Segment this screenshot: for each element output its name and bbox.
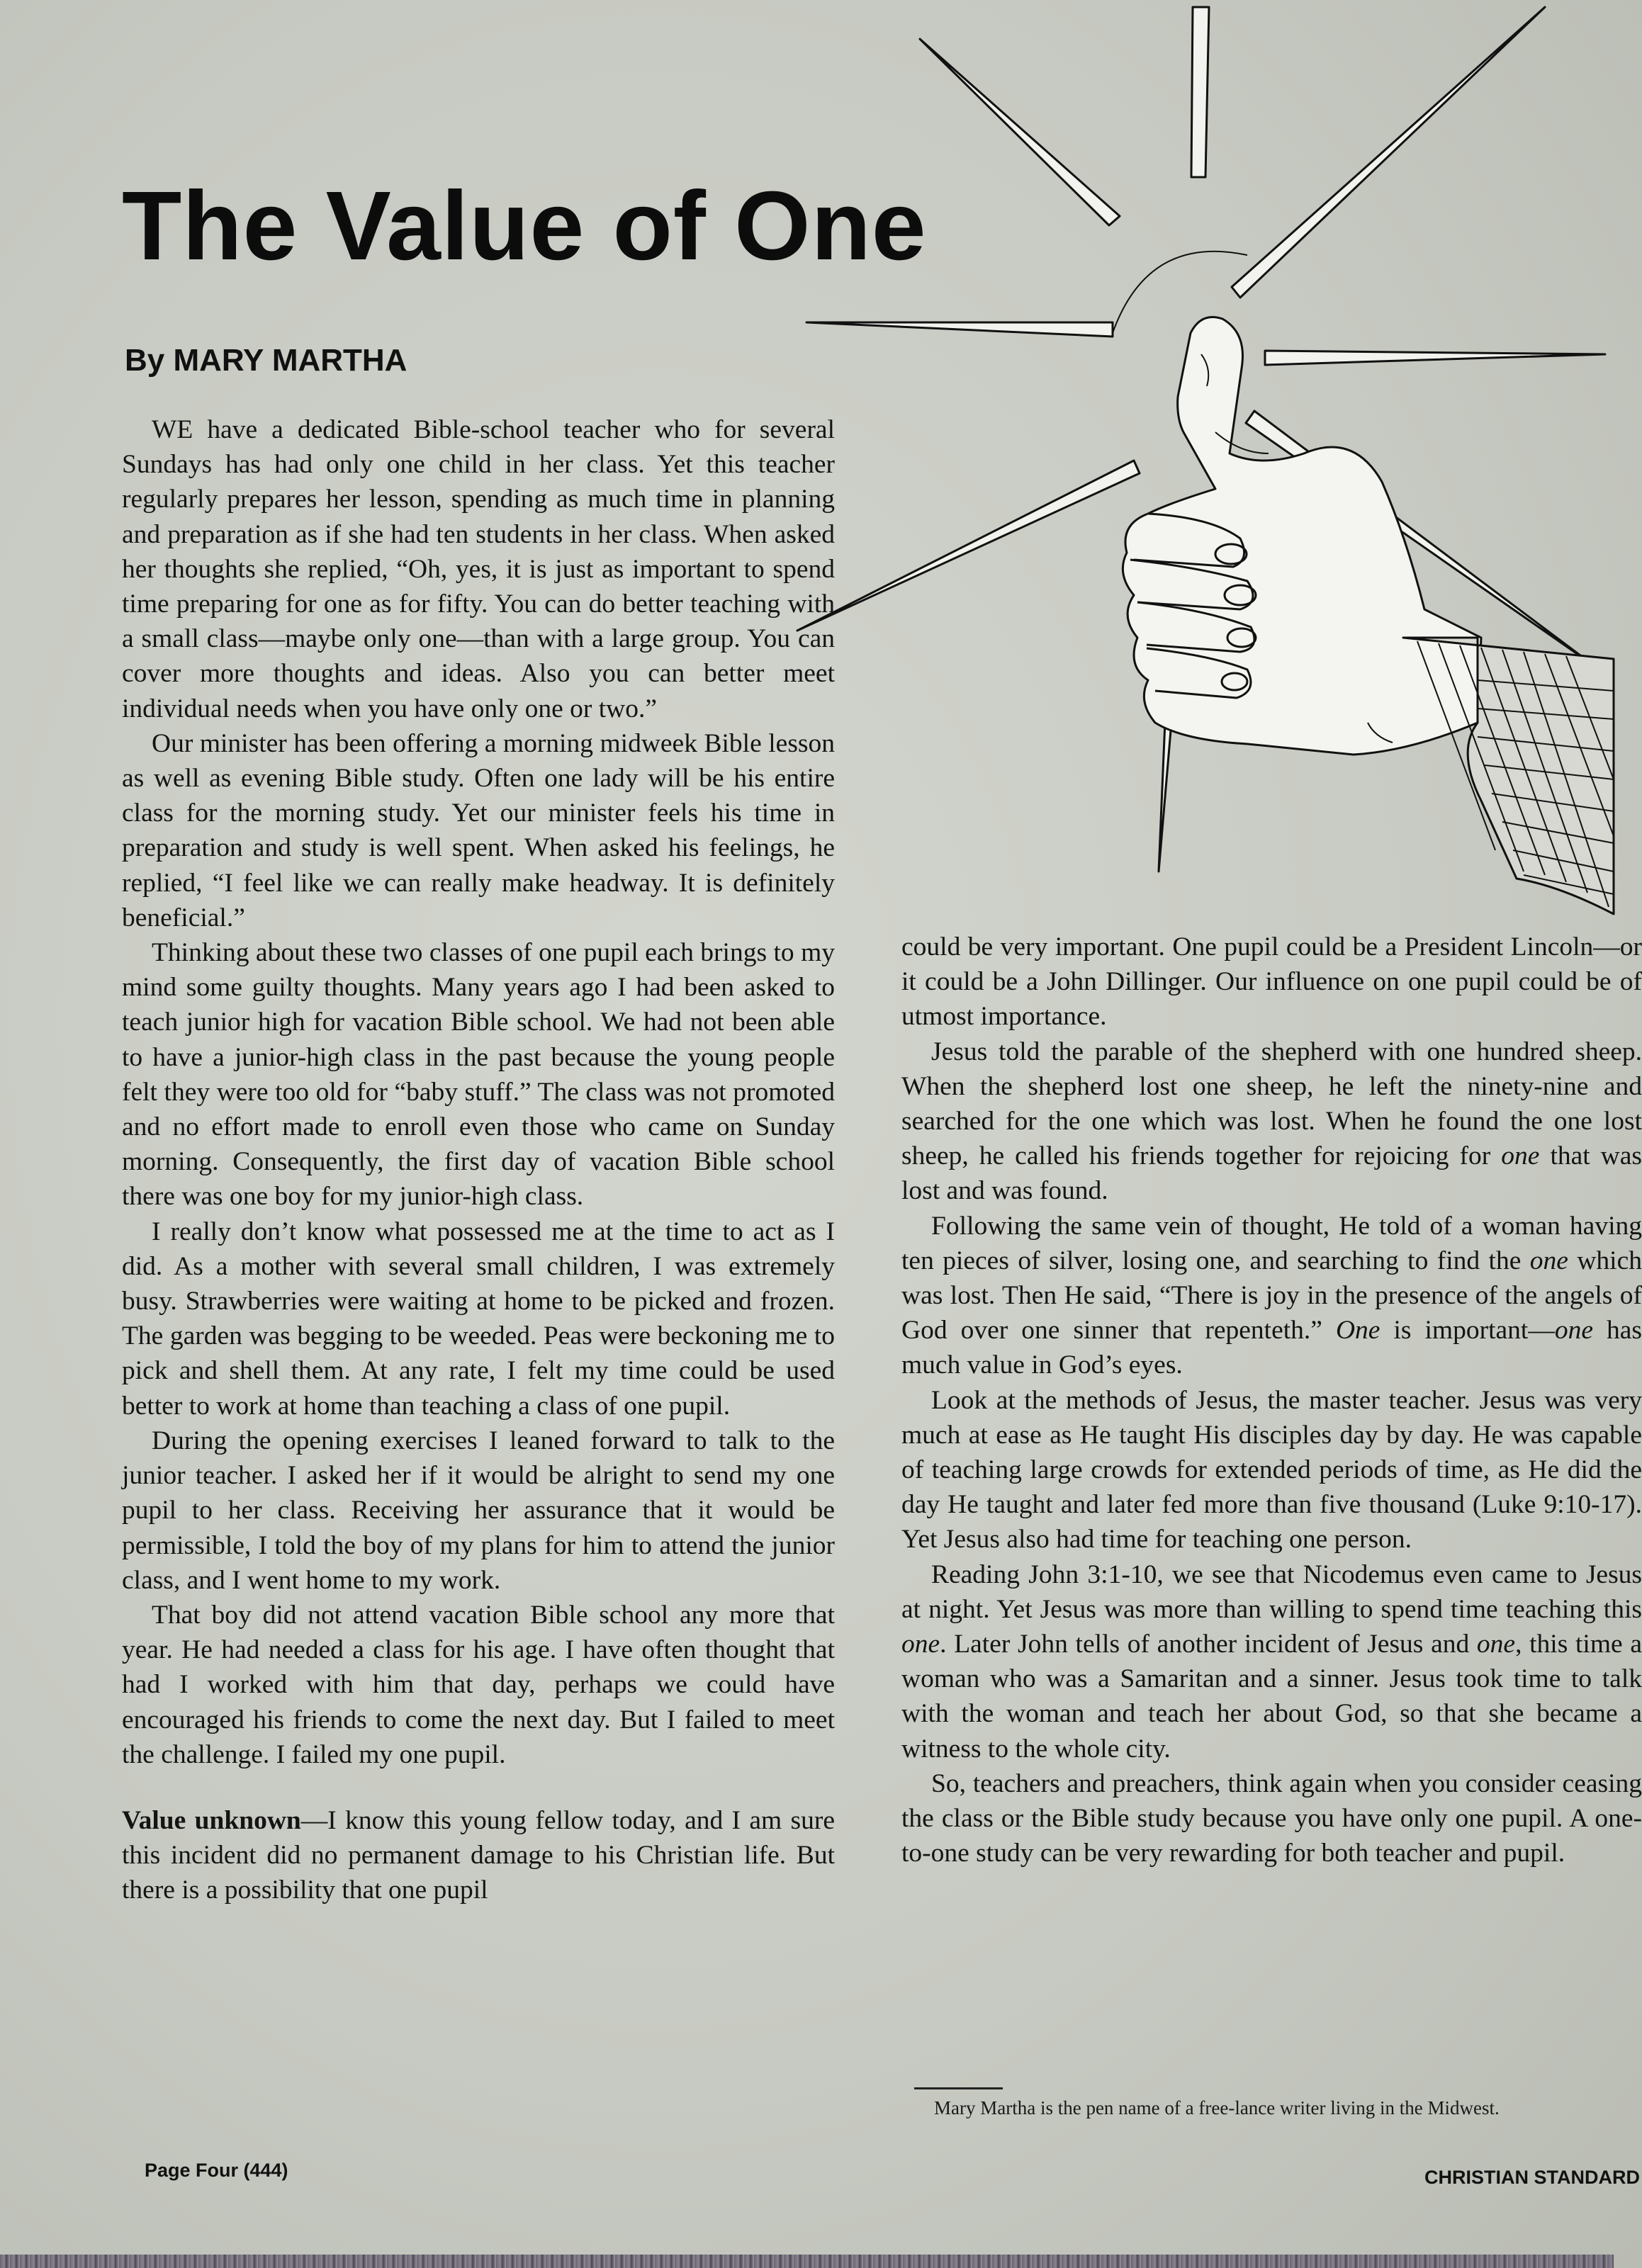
emphasis: one <box>1476 1630 1516 1659</box>
paragraph-text: —I know this young fellow today, and I am sure this incident did no permanent damage to his Christian life. But there is a possibility that one pupil <box>122 1805 835 1905</box>
paragraph: That boy did not attend vacation Bible school any more that year. He had needed a class for his age. I have often thought that had I worked with him that day, perhaps we could have encouraged his friends to come the next day. But I failed to meet the challenge. I failed my one pupil. <box>122 1600 835 1769</box>
magazine-name: CHRISTIAN STANDARD <box>1424 2167 1640 2188</box>
paragraph-text: Reading John 3:1-10, we see that Nicodemus even came to Jesus at night. Yet Jesus was more than willing to spend time teaching this <box>901 1559 1642 1624</box>
body-column-right <box>901 930 1642 1871</box>
footnote-rule <box>914 2087 1003 2089</box>
body-column-left <box>122 412 835 1908</box>
paragraph: During the opening exercises I leaned forward to talk to the junior teacher. I asked her if it would be alright to send my one pupil to her class. Receiving her assurance that it would be permissible, I told the boy of my plans for him to attend the junior class, and I went home to my work. <box>122 1426 835 1595</box>
paragraph: WE have a dedicated Bible-school teacher who for several Sundays has had only one child in her class. Yet this teacher regularly prepares her lesson, spending as much time in planning and preparation as if she had ten students in her class. When asked her thoughts she replied, “Oh, yes, it is just as important to spend time preparing for one as for fifty. You can do better teaching with a small class—maybe only one—than with a large group. You can cover more thoughts and ideas. Also you can better meet individual needs when you have only one or two.” <box>122 415 835 723</box>
paragraph <box>901 1034 1642 1209</box>
scan-edge <box>0 2255 1614 2268</box>
paragraph-text: . Later John tells of another incident of Jesus and <box>940 1630 1470 1659</box>
paragraph: could be very important. One pupil could be a President Lincoln—or it could be a John Dillinger. Our influence on one pupil could be of utmost importance. <box>901 932 1642 1032</box>
emphasis: One <box>1335 1316 1380 1345</box>
paragraph-text: Jesus told the parable of the shepherd with one hundred sheep. When the shepherd lost one sheep, he left the ninety-nine and searched for the one which was lost. When he found the one lost sheep, he called his friends together for rejoicing for <box>901 1037 1642 1171</box>
paragraph-with-subhead <box>122 1803 835 1908</box>
paragraph: Our minister has been offering a morning midweek Bible lesson as well as evening Bible study. Often one lady will be his entire class for the morning study. Yet our minister feels his time in preparation and study is well spent. When asked his feelings, he replied, “I feel like we can really make headway. It is definitely beneficial.” <box>122 728 835 932</box>
paragraph <box>901 1557 1642 1766</box>
paragraph: Thinking about these two classes of one pupil each brings to my mind some guilty thoughts. Many years ago I had been asked to teach junior high for vacation Bible school. We had not been able to have a junior-high class in the past because the young people felt they were too old for “baby stuff.” The class was not promoted and no effort made to enroll even those who came on Sunday morning. Consequently, the first day of vacation Bible school there was one boy for my junior-high class. <box>122 938 835 1212</box>
emphasis: one <box>1554 1316 1593 1345</box>
paragraph-text: Following the same vein of thought, He told of a woman having ten pieces of silver, losing one, and searching to find the <box>901 1211 1642 1275</box>
emphasis: one <box>1529 1246 1568 1275</box>
paragraph-text: is important— <box>1393 1316 1555 1345</box>
subhead: Value unknown <box>122 1805 301 1835</box>
footnote: Mary Martha is the pen name of a free-lance writer living in the Midwest. <box>934 2097 1500 2119</box>
article-title: The Value of One <box>122 171 927 281</box>
paragraph: I really don’t know what possessed me at the time to act as I did. As a mother with several small children, I was extremely busy. Strawberries were waiting at home to be picked and frozen. The garden was begging to be weeded. Peas were beckoning me to pick and shell them. At any rate, I felt my time could be used better to work at home than teaching a class of one pupil. <box>122 1217 835 1421</box>
paragraph: Look at the methods of Jesus, the master teacher. Jesus was very much at ease as He taught His disciples day by day. He was capable of teaching large crowds for extended periods of time, as He did the day He taught and later fed more than five thousand (Luke 9:10-17). Yet Jesus also had time for teaching one person. <box>901 1385 1642 1555</box>
paragraph <box>901 1209 1642 1383</box>
paragraph-text: which was lost. Then He said, “There is joy in the presence of the angels of God over one sinner that repenteth.” <box>901 1246 1642 1345</box>
paragraph: So, teachers and preachers, think again when you consider ceasing the class or the Bible study because you have only one pupil. A one-to-one study can be very rewarding for both teacher and pupil. <box>901 1768 1642 1868</box>
page-number: Page Four (444) <box>145 2160 288 2181</box>
paragraph-text: , this time a woman who was a Samaritan and a sinner. Jesus took time to talk with the woman and teach her about God, so that she became a witness to the whole city. <box>901 1630 1642 1764</box>
emphasis: one <box>901 1630 940 1659</box>
article-byline: By MARY MARTHA <box>125 343 407 378</box>
emphasis: one <box>1501 1141 1540 1171</box>
thumbs-up-hand-with-starburst-icon <box>815 0 1614 921</box>
paragraph-text: has much value in God’s eyes. <box>901 1316 1642 1380</box>
paragraph-text: that was lost and was found. <box>901 1141 1642 1206</box>
